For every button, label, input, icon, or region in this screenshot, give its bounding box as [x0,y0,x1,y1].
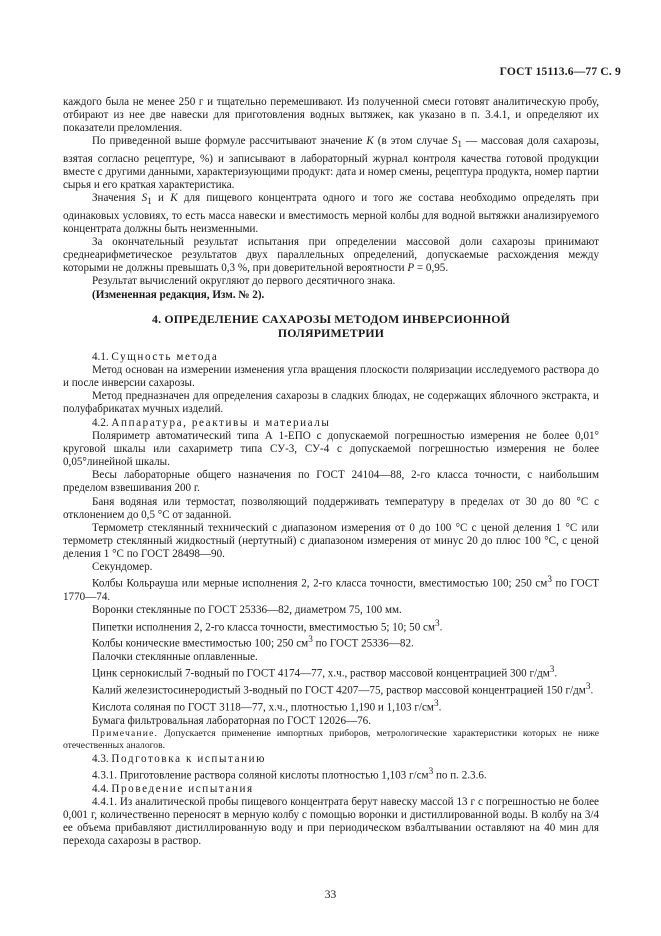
paragraph: За окончательный результат испытания при определении массовой доли сахарозы принимают среднеарифметическое результатов двух параллельных определений, допускаемые расхождения между которыми не должны превышать 0,3 %, при доверительной вероятности P = 0,95. [63,236,599,275]
equipment-item: Воронки стеклянные по ГОСТ 25336—82, диаметром 75, 100 мм. [92,604,402,617]
equipment-item: Баня водяная или термостат, позволяющий поддерживать температуру в пределах от 30 до 80 °С с отклонением до 0,5 °С от заданной. [63,495,599,521]
reagent-item: Цинк сернокислый 7-водный по ГОСТ 4174—77, х.ч., раствор массовой концентрацией 300 $г/дм^3$. [92,665,558,681]
paragraph: Метод основан на измерении изменения угла вращения плоскости поляризации исследуемого раствора до и после инверсии сахарозы. [63,363,599,390]
paragraph: Значения $S_1$ и K для пищевого концентрата одного и того же состава необходимо определять при одинаковых условиях, то есть масса навески и вместимость мерной колбы для водной вытяжки анализируемого концентрата должны быть неизменными. [63,192,599,235]
equipment-item: Пипетки исполнения 2, 2-го класса точности, вместимостью 5; 10; 50 $см^3$. [92,618,443,634]
reagent-item: Калий железистосинеродистый 3-водный по ГОСТ 4207—75, раствор массовой концентрацией 150 $г/дм^3$. [92,682,594,697]
subsection-heading: 4.4. Проведение испытания [92,782,254,795]
reagent-item: Бумага фильтровальная лабораторная по ГОСТ 12026—76. [92,714,371,727]
equipment-item: Колбы конические вместимостью 100; 250 $см^3$ по ГОСТ 25336—82. [92,635,414,651]
subsection-heading: 4.2. Аппаратура, реактивы и материалы [92,416,331,429]
equipment-item: Весы лабораторные общего назначения по ГОСТ 24104—88, 2-го класса точности, с наибольшим пределом взвешивания 200 г. [63,469,599,495]
paragraph: Метод предназначен для определения сахарозы в сладких блюдах, не содержащих яблочного экстракта, и полуфабрикатах мучных изделий. [63,390,599,416]
page-number: 33 [324,889,337,901]
paragraph: 4.3.1. Приготовление раствора соляной кислоты плотностью 1,103 $г/см^3$ по п. 2.3.6. [92,766,487,782]
paragraph: По приведенной выше формуле рассчитывают значение K (в этом случае $S_1$ — массовая доля сахарозы, взятая согласно рецептуре, %) и записывают в лабораторный журнал контроля качества готовой продукции вместе с другими данными, характеризующими продукт: дата и номер смены, рецептура продукта, номер партии сырья и его краткая характеристика. [63,135,600,192]
equipment-item: Секундомер. [92,561,153,574]
note: Примечание. Допускается применение импортных приборов, метрологические характеристики которых не ниже отечественных аналогов. [63,728,599,752]
equipment-item: Поляриметр автоматический типа А 1-ЕПО с допускаемой погрешностью измерения не более 0,01° круговой шкалы или сахариметр типа СУ-3, СУ-4 с допускаемой погрешностью измерения не более 0,05°линейной шкалы. [63,429,599,469]
reagent-item: Кислота соляная по ГОСТ 3118—77, х.ч., плотностью 1,190 и 1,103 $г/см^3$. [92,699,442,714]
amendment-note: (Измененная редакция, Изм. № 2). [92,288,265,301]
paragraph: 4.4.1. Из аналитической пробы пищевого концентрата берут навеску массой 13 г с погрешностью не более 0,001 г, количественно переносят в мерную колбу с помощью воронки и дистиллированной воды. В колбу на 3/4 ее объема прибавляют дистиллированную воду и при периодическом взбалтывании оставляют на 40 мин для перехода сахарозы в раствор. [63,795,599,848]
equipment-item: Термометр стеклянный технический с диапазоном измерения от 0 до 100 °С с ценой деления 1 °С или термометр стеклянный жидкостный (нертутный) с диапазоном измерения от минус 20 до плюс 100 °С, с ценой деления 1 °С по ГОСТ 28498—90. [63,521,599,561]
equipment-item: Палочки стеклянные оплавленные. [92,651,258,664]
paragraph: Результат вычислений округляют до первого десятичного знака. [92,275,396,288]
subsection-heading: 4.1. Сущность метода [92,350,219,363]
equipment-item: Колбы Кольрауша или мерные исполнения 2, 2-го класса точности, вместимостью 100; 250 $см^3$ по ГОСТ 1770—74. [63,575,599,604]
running-header: ГОСТ 15113.6—77 С. 9 [499,66,621,78]
paragraph: каждого была не менее 250 г и тщательно перемешивают. Из полученной смеси готовят аналитическую пробу, отбирают из нее две навески для приготовления водных вытяжек, как указано в п. 3.4.1, и определяют их показатели преломления. [63,96,599,135]
subsection-heading: 4.3. Подготовка к испытанию [92,752,267,765]
section-title: 4. ОПРЕДЕЛЕНИЕ САХАРОЗЫ МЕТОДОМ ИНВЕРСИОННОЙ ПОЛЯРИМЕТРИИ [152,311,510,340]
body-text [63,96,599,849]
